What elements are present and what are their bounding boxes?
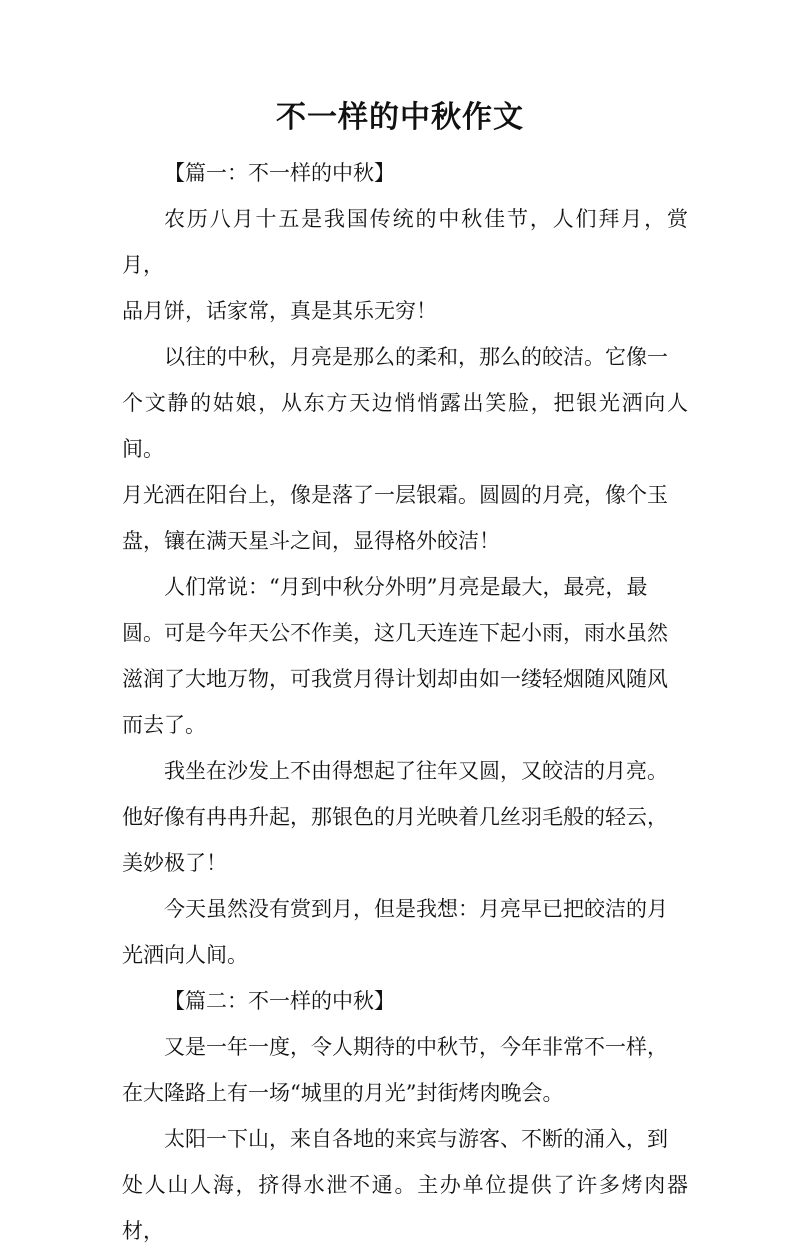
paragraph: 今天虽然没有赏到月，但是我想：月亮早已把皎洁的月 光洒向人间。 xyxy=(122,897,668,967)
paragraph: 以往的中秋，月亮是那么的柔和，那么的皎洁。它像一 个文静的姑娘，从东方天边悄悄露出笑脸，把银光洒向人间。 月光洒在阳台上，像是落了一层银霜。圆圆的月亮，像个玉 盘，镶在满天星斗之间，显得格外皎洁！ xyxy=(122,345,688,553)
paragraph: 人们常说：“月到中秋分外明”月亮是最大，最亮，最 圆。可是今年天公不作美，这几天连连下起小雨，雨水虽然 滋润了大地万物，可我赏月得计划却由如一缕轻烟随风随风 而去了。 xyxy=(122,575,668,737)
section-heading-2: 【篇二：不一样的中秋】 xyxy=(164,989,395,1013)
section-heading-1: 【篇一：不一样的中秋】 xyxy=(164,161,395,185)
paragraph: 太阳一下山，来自各地的来宾与游客、不断的涌入，到 处人山人海，挤得水泄不通。主办单位提供了许多烤肉器材， xyxy=(122,1127,688,1243)
paragraph: 又是一年一度，令人期待的中秋节，今年非常不一样， 在大隆路上有一场“城里的月光”封街烤肉晚会。 xyxy=(122,1035,668,1105)
document-body xyxy=(122,150,688,1254)
paragraph: 我坐在沙发上不由得想起了往年又圆，又皎洁的月亮。 他好像有冉冉升起，那银色的月光映着几丝羽毛般的轻云， 美妙极了！ xyxy=(122,759,668,875)
paragraph: 农历八月十五是我国传统的中秋佳节，人们拜月，赏月， 品月饼，话家常，真是其乐无穷！ xyxy=(122,207,688,323)
document-title: 不一样的中秋作文 xyxy=(276,100,524,135)
